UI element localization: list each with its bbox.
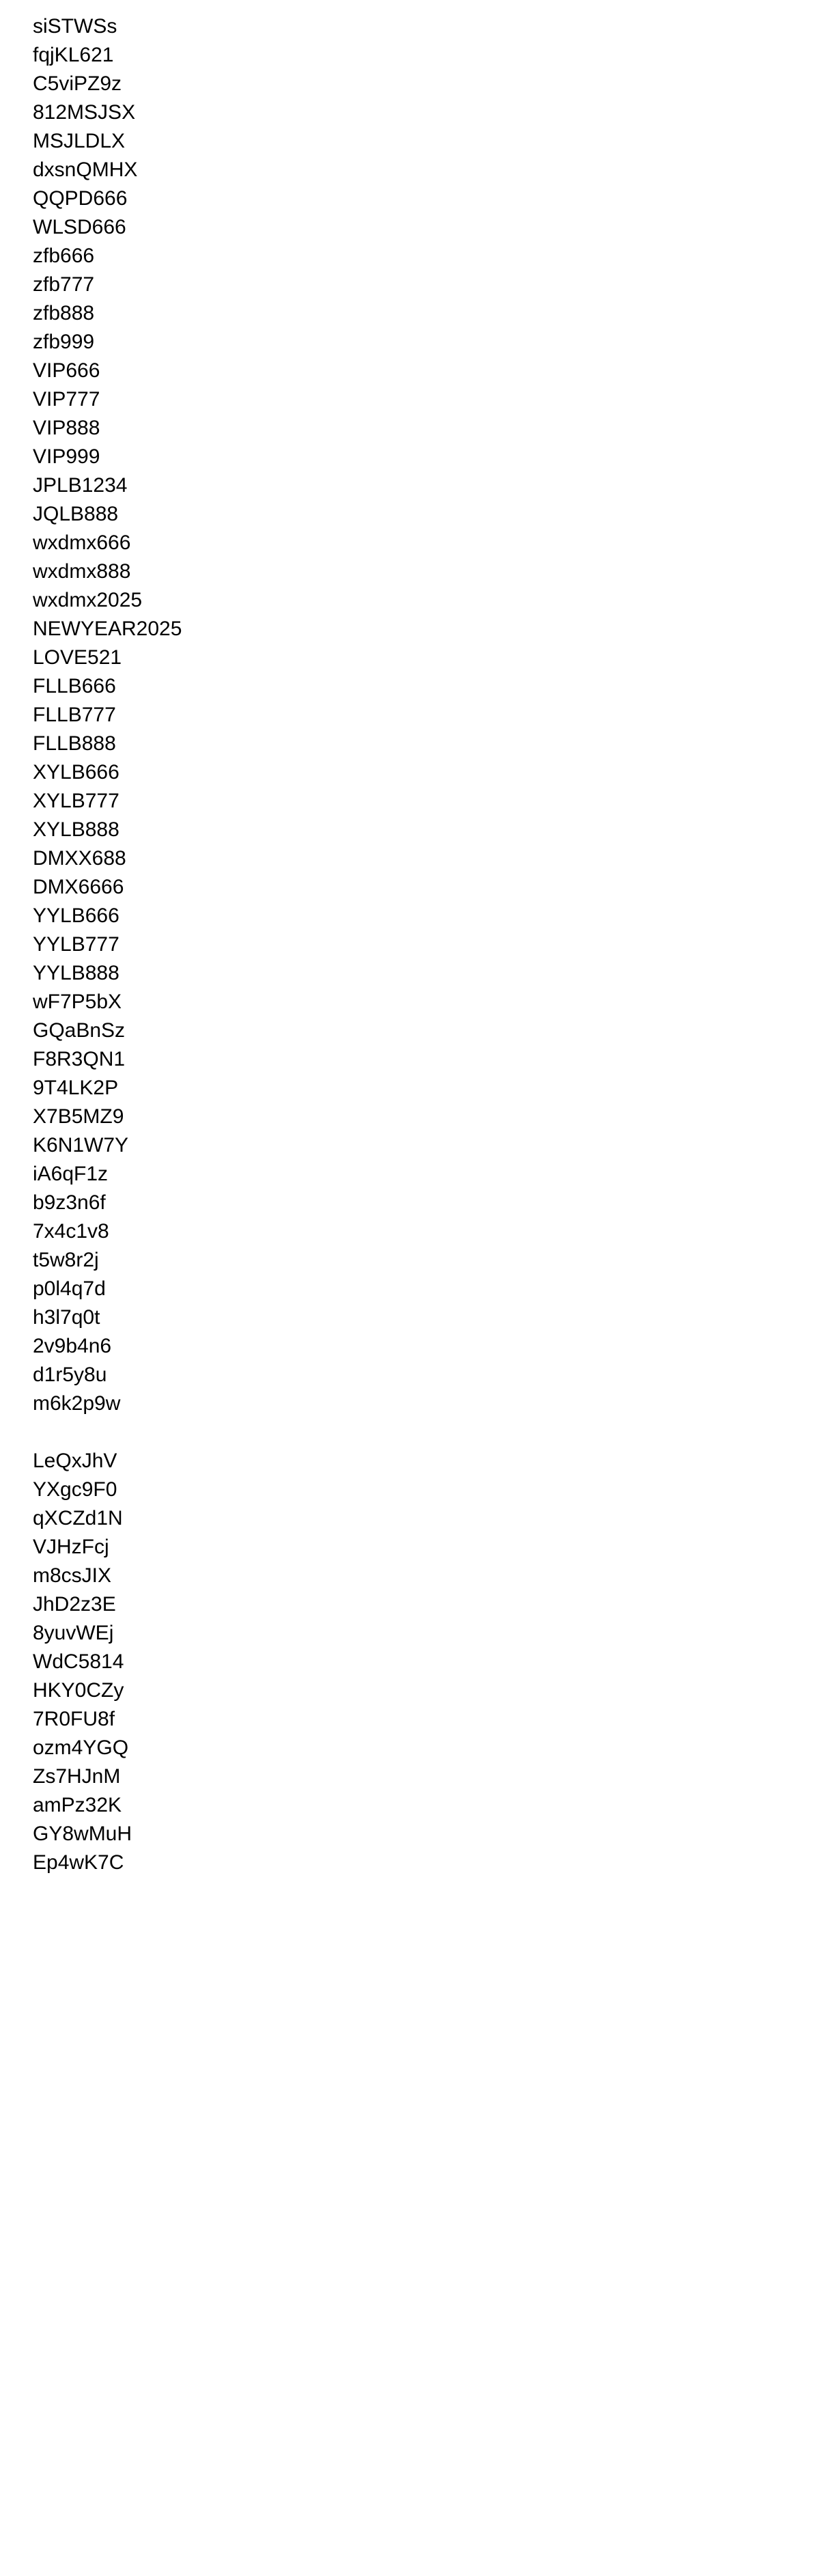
code-line: wxdmx888 [33,560,131,583]
code-line: wxdmx666 [33,531,131,554]
code-line: siSTWSs [33,15,117,38]
code-line: zfb888 [33,302,95,324]
code-line: YXgc9F0 [33,1478,117,1501]
code-line: C5viPZ9z [33,72,122,95]
code-line: JQLB888 [33,503,119,525]
code-line: X7B5MZ9 [33,1105,124,1128]
code-line: XYLB666 [33,761,119,784]
code-line: zfb777 [33,273,95,296]
code-line: F8R3QN1 [33,1048,126,1070]
code-line: Zs7HJnM [33,1765,121,1788]
code-line: VJHzFcj [33,1536,109,1558]
code-line: 7x4c1v8 [33,1220,109,1243]
code-line: t5w8r2j [33,1249,99,1271]
code-line: m6k2p9w [33,1392,121,1415]
code-line: d1r5y8u [33,1363,107,1386]
code-line: ozm4YGQ [33,1736,129,1759]
code-line: dxsnQMHX [33,158,138,181]
code-line: MSJLDLX [33,130,126,152]
code-line: wxdmx2025 [33,589,143,611]
code-line: VIP777 [33,388,100,411]
code-line: 8yuvWEj [33,1622,114,1644]
code-line: FLLB777 [33,704,116,726]
code-line: WdC5814 [33,1650,124,1673]
code-line: fqjKL621 [33,44,114,66]
code-line: GY8wMuH [33,1823,132,1845]
code-line: QQPD666 [33,187,128,210]
code-line: qXCZd1N [33,1507,123,1529]
code-line: p0l4q7d [33,1277,106,1300]
code-list [33,12,811,1877]
code-line: m8csJIX [33,1564,112,1587]
code-line: JPLB1234 [33,474,128,497]
code-line: b9z3n6f [33,1191,106,1214]
code-line: YYLB777 [33,933,119,956]
blank-line [33,1418,811,1447]
code-line: VIP666 [33,359,100,382]
code-line: YYLB888 [33,962,119,984]
code-line: h3l7q0t [33,1306,100,1329]
code-line: Ep4wK7C [33,1851,124,1874]
code-line: iA6qF1z [33,1163,109,1185]
code-line: XYLB777 [33,790,119,812]
code-line: WLSD666 [33,216,126,238]
code-line: NEWYEAR2025 [33,618,182,640]
code-line: zfb666 [33,245,95,267]
code-line: HKY0CZy [33,1679,124,1702]
code-line: GQaBnSz [33,1019,126,1042]
code-line: LeQxJhV [33,1450,117,1472]
code-line: K6N1W7Y [33,1134,129,1157]
code-line: VIP999 [33,445,100,468]
code-line: 812MSJSX [33,101,136,124]
code-line: JhD2z3E [33,1593,116,1616]
code-line: 2v9b4n6 [33,1335,112,1357]
code-line: FLLB666 [33,675,116,697]
code-line: YYLB666 [33,904,119,927]
code-line: 9T4LK2P [33,1077,119,1099]
code-line: 7R0FU8f [33,1708,115,1730]
code-line: DMXX688 [33,847,126,870]
code-line: amPz32K [33,1794,122,1816]
code-line: XYLB888 [33,818,119,841]
code-line: FLLB888 [33,732,116,755]
code-line: wF7P5bX [33,991,122,1013]
code-line: VIP888 [33,417,100,439]
code-line: zfb999 [33,331,95,353]
code-line: DMX6666 [33,876,124,898]
code-line: LOVE521 [33,646,122,669]
